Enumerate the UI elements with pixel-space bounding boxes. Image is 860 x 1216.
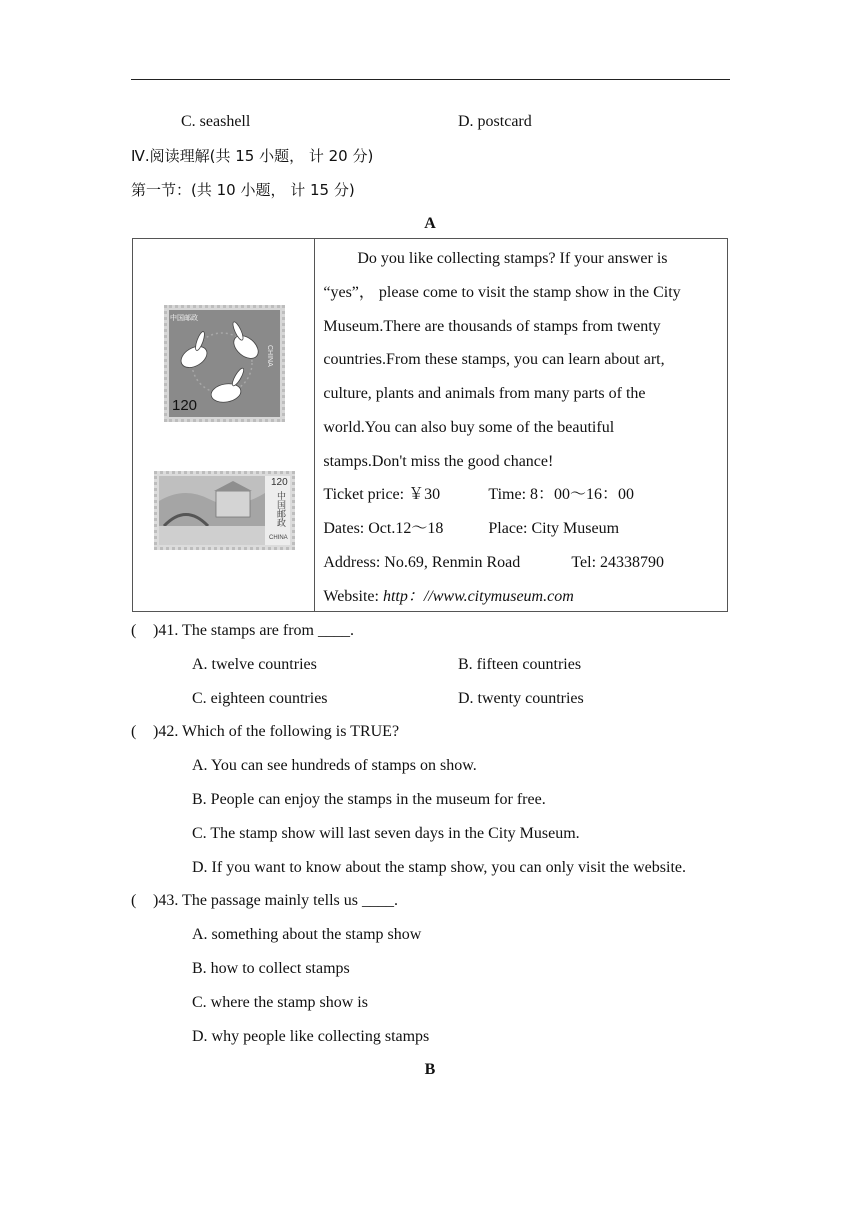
bridge-stamp — [154, 471, 295, 550]
section-heading: Ⅳ.阅读理解(共 15 小题， 计 20 分) — [131, 147, 374, 165]
q42-option-c: C. The stamp show will last seven days in the City Museum. — [192, 825, 580, 842]
q43-option-c: C. where the stamp show is — [192, 994, 368, 1011]
passage-a-text-cell — [315, 239, 728, 612]
q41-option-d: D. twenty countries — [458, 690, 584, 707]
q43-stem: )43. The passage mainly tells us ____. — [153, 892, 398, 909]
passage-line-7: stamps.Don't miss the good chance! — [323, 453, 554, 470]
rabbit-stamp-country: 中国邮政 — [170, 314, 198, 322]
passage-b-label: B — [424, 1061, 436, 1078]
subsection-heading: 第一节：(共 10 小题， 计 15 分) — [131, 181, 355, 199]
option-c-prev: C. seashell — [181, 113, 251, 130]
q42-option-a: A. You can see hundreds of stamps on show. — [192, 757, 477, 774]
q42-option-d: D. If you want to know about the stamp show, you can only visit the website. — [192, 859, 686, 876]
q43-option-b: B. how to collect stamps — [192, 960, 350, 977]
q41-stem: )41. The stamps are from ____. — [153, 622, 354, 639]
q41-option-a: A. twelve countries — [192, 656, 317, 673]
bridge-stamp-country-en: CHINA — [269, 535, 288, 541]
ticket-price: Ticket price: ￥30 — [323, 486, 441, 503]
q43-option-a: A. something about the stamp show — [192, 926, 422, 943]
q42-option-b: B. People can enjoy the stamps in the museum for free. — [192, 791, 546, 808]
header-rule — [131, 79, 730, 80]
show-dates: Dates: Oct.12～18 — [323, 520, 444, 537]
museum-tel: Tel: 24338790 — [571, 554, 665, 571]
rabbit-stamp-value: 120 — [172, 397, 198, 414]
website-url: http：//www.citymuseum.com — [382, 588, 574, 605]
q41-paren: ( — [131, 622, 137, 639]
passage-line-5: culture, plants and animals from many parts of the — [323, 385, 646, 402]
q43-option-d: D. why people like collecting stamps — [192, 1028, 430, 1045]
passage-a-table — [132, 238, 728, 612]
bridge-stamp-value: 120 — [271, 477, 288, 488]
option-d-prev: D. postcard — [458, 113, 532, 130]
show-time: Time: 8：00～16：00 — [488, 486, 635, 503]
passage-a-label: A — [424, 215, 436, 232]
show-place: Place: City Museum — [488, 520, 620, 537]
museum-website — [323, 587, 573, 607]
museum-address: Address: No.69, Renmin Road — [323, 554, 521, 571]
passage-line-4: countries.From these stamps, you can learn about art, — [323, 351, 665, 368]
website-label: Website: — [323, 588, 383, 605]
q41-option-b: B. fifteen countries — [458, 656, 582, 673]
q43-paren: ( — [131, 892, 137, 909]
rabbit-stamp — [164, 305, 285, 422]
passage-line-2: “yes”， please come to visit the stamp show in the City — [323, 284, 681, 301]
rabbit-stamp-country-en: CHINA — [266, 345, 273, 367]
passage-line-1: Do you like collecting stamps? If your answer is — [357, 250, 668, 267]
q42-paren: ( — [131, 723, 137, 740]
q41-option-c: C. eighteen countries — [192, 690, 328, 707]
passage-line-6: world.You can also buy some of the beautiful — [323, 419, 615, 436]
bridge-stamp-country: 中国邮政 — [275, 491, 285, 527]
passage-line-3: Museum.There are thousands of stamps from twenty — [323, 318, 661, 335]
stamp-images-cell — [133, 239, 315, 612]
q42-stem: )42. Which of the following is TRUE? — [153, 723, 400, 740]
